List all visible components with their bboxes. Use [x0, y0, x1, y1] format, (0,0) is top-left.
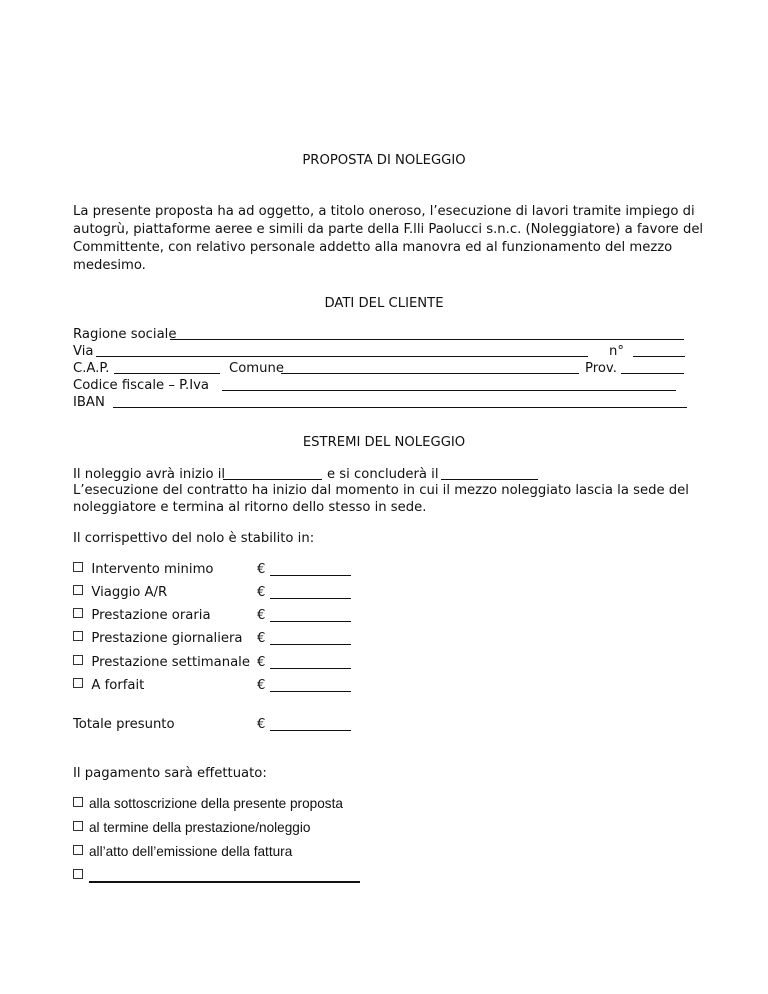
total-label: Totale presunto [73, 717, 175, 732]
fee-amount-prestazione-oraria[interactable]: € [257, 607, 351, 624]
prov-label: Prov. [585, 361, 617, 376]
numero-label: n° [609, 344, 624, 359]
iban-field[interactable] [113, 394, 687, 408]
iban-label: IBAN [73, 395, 105, 410]
payment-option-fattura[interactable]: all’atto dell’emissione della fattura [73, 843, 292, 860]
comune-field[interactable] [281, 360, 579, 374]
ragione-sociale-label: Ragione sociale [73, 327, 177, 342]
via-label: Via [73, 344, 94, 359]
intro-paragraph: La presente proposta ha ad oggetto, a titolo oneroso, l’esecuzione di lavori tramite impiego di autogrù, piattaforme aeree e simili da parte della F.lli Paolucci s.n.c. (Noleggiatore) a favore del Committente, con relativo personale addetto alla manovra ed al funzionamento del mezzo medesimo. [73, 204, 704, 273]
execution-paragraph: L’esecuzione del contratto ha inizio dal momento in cui il mezzo noleggiato lascia la sede del noleggiatore e termina al ritorno dello stesso in sede. [73, 483, 689, 515]
checkbox-icon[interactable] [73, 562, 83, 572]
checkbox-icon[interactable] [73, 631, 83, 641]
end-date-label: e si concluderà il [327, 467, 439, 482]
fee-row-prestazione-settimanale[interactable]: Prestazione settimanale [73, 654, 250, 671]
checkbox-icon[interactable] [73, 678, 83, 688]
cap-field[interactable] [114, 360, 220, 374]
checkbox-icon[interactable] [73, 585, 83, 595]
fee-intro: Il corrispettivo del nolo è stabilito in: [73, 531, 315, 546]
fee-amount-a-forfait[interactable]: € [257, 677, 351, 694]
fee-row-intervento-minimo[interactable]: Intervento minimo [73, 561, 214, 578]
end-date-field[interactable] [441, 466, 538, 480]
payment-option-sottoscrizione[interactable]: alla sottoscrizione della presente proposta [73, 795, 343, 812]
fee-row-prestazione-oraria[interactable]: Prestazione oraria [73, 607, 211, 624]
codice-fiscale-field[interactable] [222, 377, 676, 391]
codice-fiscale-label: Codice fiscale – P.Iva [73, 378, 209, 393]
total-amount[interactable]: € [257, 716, 351, 733]
ragione-sociale-field[interactable] [170, 326, 684, 340]
checkbox-icon[interactable] [73, 869, 83, 879]
fee-row-prestazione-giornaliera[interactable]: Prestazione giornaliera [73, 630, 242, 647]
fee-amount-viaggio[interactable]: € [257, 584, 351, 601]
checkbox-icon[interactable] [73, 608, 83, 618]
payment-other-field[interactable] [89, 868, 360, 883]
checkbox-icon[interactable] [73, 845, 83, 855]
fee-row-viaggio[interactable]: Viaggio A/R [73, 584, 167, 601]
fee-amount-prestazione-giornaliera[interactable]: € [257, 630, 351, 647]
start-date-field[interactable] [223, 466, 322, 480]
start-date-label: Il noleggio avrà inizio il [73, 467, 226, 482]
checkbox-icon[interactable] [73, 655, 83, 665]
via-field[interactable] [96, 343, 588, 357]
prov-field[interactable] [621, 360, 684, 374]
document-title: PROPOSTA DI NOLEGGIO [302, 153, 466, 168]
comune-label: Comune [229, 361, 284, 376]
fee-row-a-forfait[interactable]: A forfait [73, 677, 144, 694]
payment-intro: Il pagamento sarà effettuato: [73, 766, 267, 781]
rental-section-heading: ESTREMI DEL NOLEGGIO [302, 435, 466, 450]
client-section-heading: DATI DEL CLIENTE [324, 296, 444, 311]
fee-amount-intervento-minimo[interactable]: € [257, 561, 351, 578]
payment-option-other[interactable] [73, 867, 360, 884]
payment-option-termine[interactable]: al termine della prestazione/noleggio [73, 819, 310, 836]
checkbox-icon[interactable] [73, 797, 83, 807]
cap-label: C.A.P. [73, 361, 110, 376]
checkbox-icon[interactable] [73, 821, 83, 831]
numero-field[interactable] [633, 343, 685, 357]
fee-amount-prestazione-settimanale[interactable]: € [257, 654, 351, 671]
